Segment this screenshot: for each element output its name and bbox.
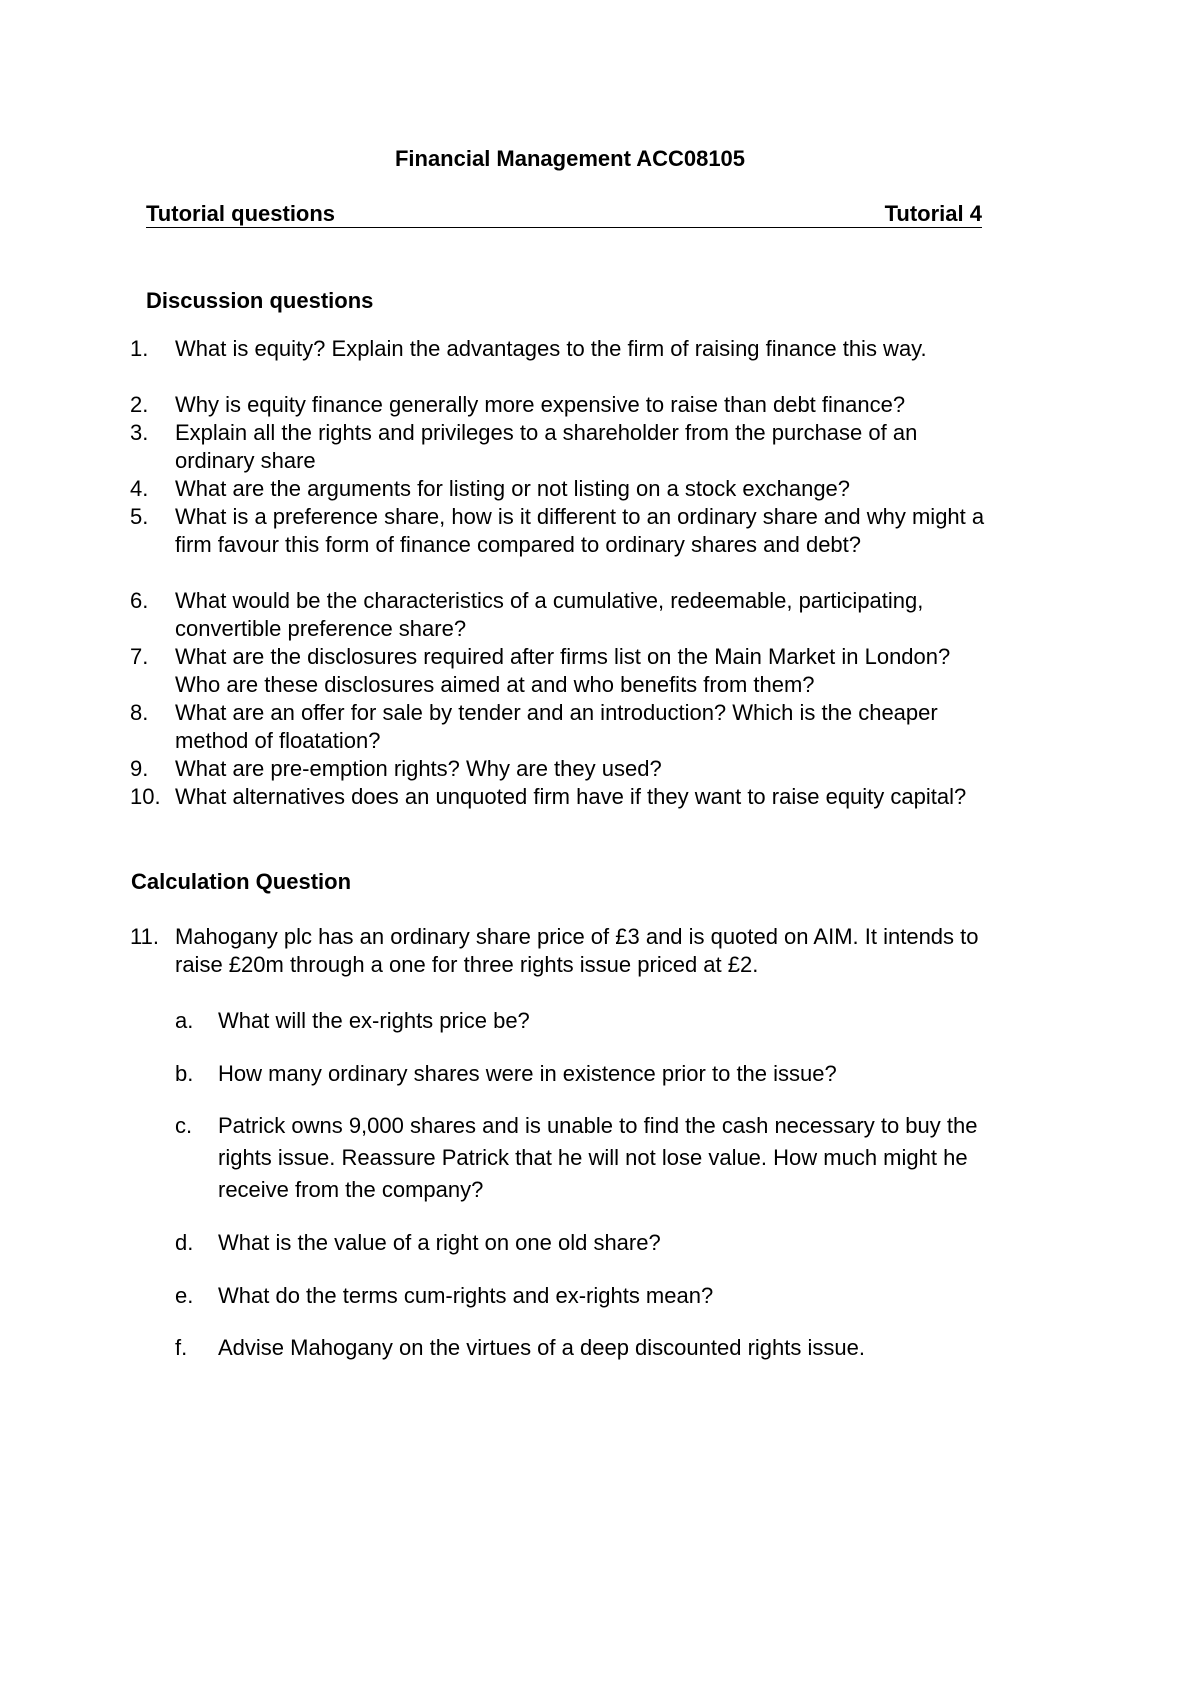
calculation-heading: Calculation Question bbox=[131, 869, 352, 894]
discussion-heading: Discussion questions bbox=[146, 288, 374, 313]
page-title: Financial Management ACC08105 bbox=[394, 146, 746, 171]
header-left-label: Tutorial questions bbox=[146, 201, 336, 226]
header-right-label: Tutorial 4 bbox=[884, 201, 982, 226]
header-row bbox=[146, 201, 982, 228]
